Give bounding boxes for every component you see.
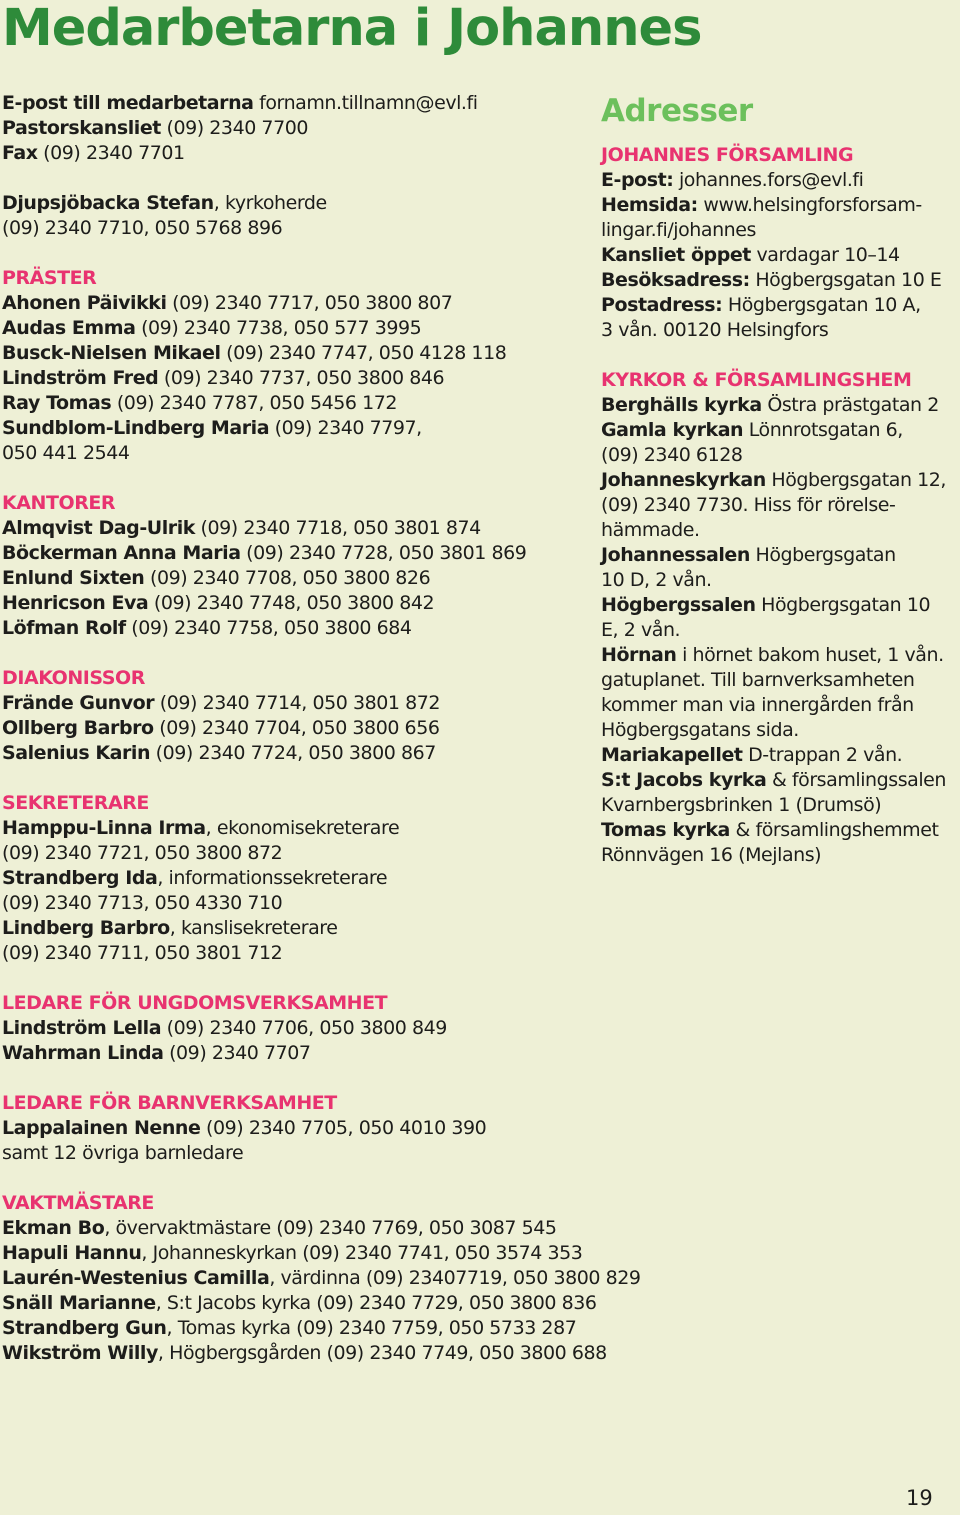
- entry-details: Lönnrotsgatan 6,: [743, 419, 903, 441]
- entry-name: Almqvist Dag-Ulrik: [2, 517, 195, 539]
- address-line: [601, 393, 957, 418]
- entry-name: Lindberg Barbro: [2, 917, 170, 939]
- entry-details: , informationssekreterare: [157, 867, 388, 889]
- entry-details: (09) 2340 7738, 050 577 3995: [135, 317, 422, 339]
- entry-details: , kyrkoherde: [213, 192, 327, 214]
- entry-details: johannes.fors@evl.fi: [673, 169, 864, 191]
- entry-name: Wikström Willy: [2, 1342, 158, 1364]
- entry-details: 050 441 2544: [2, 442, 130, 464]
- staff-entry: [2, 841, 587, 866]
- address-line: [601, 768, 957, 793]
- entry-name: Hemsida:: [601, 194, 698, 216]
- entry-details: i hörnet bakom huset, 1 vån.: [676, 644, 944, 666]
- page-number: 19: [906, 1486, 933, 1510]
- entry-details: fornamn.tillnamn@evl.fi: [253, 92, 478, 114]
- entry-details: , övervaktmästare (09) 2340 7769, 050 3087 545: [104, 1217, 557, 1239]
- staff-entry: [2, 191, 587, 216]
- entry-details: (09) 2340 7701: [37, 142, 185, 164]
- section-heading-vaktmastare: VAKTMÄSTARE: [2, 1192, 154, 1214]
- entry-details: Högbergsgatan 10 A,: [722, 294, 921, 316]
- staff-entry: [2, 616, 587, 641]
- staff-entry: [2, 691, 587, 716]
- entry-details: 3 vån. 00120 Helsingfors: [601, 319, 829, 341]
- addresses-title: Adresser: [601, 93, 753, 129]
- staff-entry: [2, 316, 587, 341]
- entry-details: Högbergsgatan: [749, 544, 896, 566]
- spacer: [2, 1066, 587, 1091]
- entry-name: Strandberg Gun: [2, 1317, 167, 1339]
- entry-name: Audas Emma: [2, 317, 136, 339]
- address-line: [601, 818, 957, 843]
- entry-details: www.helsingforsforsam-: [697, 194, 922, 216]
- staff-entry: [2, 1266, 641, 1291]
- spacer: [2, 966, 587, 991]
- section-heading-diakonissor: DIAKONISSOR: [2, 667, 145, 689]
- staff-entry: [2, 891, 587, 916]
- entry-details: (09) 2340 7730. Hiss för rörelse-: [601, 494, 896, 516]
- entry-details: (09) 2340 7706, 050 3800 849: [161, 1017, 447, 1039]
- entry-name: Fax: [2, 142, 38, 164]
- entry-details: lingar.fi/johannes: [601, 219, 756, 241]
- entry-details: kommer man via innergården från: [601, 694, 914, 716]
- entry-name: Löfman Rolf: [2, 617, 126, 639]
- entry-details: , ekonomisekreterare: [205, 817, 400, 839]
- section-heading-sekreterare: SEKRETERARE: [2, 792, 149, 814]
- address-line: [601, 318, 957, 343]
- staff-entry: [2, 1316, 587, 1341]
- staff-entry: [2, 916, 587, 941]
- entry-details: (09) 2340 7721, 050 3800 872: [2, 842, 283, 864]
- entry-name: Djupsjöbacka Stefan: [2, 192, 214, 214]
- entry-details: (09) 2340 7787, 050 5456 172: [111, 392, 398, 414]
- entry-name: Laurén-Westenius Camilla: [2, 1267, 270, 1289]
- staff-entry: [2, 291, 587, 316]
- entry-name: Lindström Fred: [2, 367, 159, 389]
- staff-entry: [2, 416, 587, 441]
- entry-name: Hamppu-Linna Irma: [2, 817, 206, 839]
- staff-entry: [2, 1116, 587, 1141]
- entry-name: Hapuli Hannu: [2, 1242, 142, 1264]
- entry-name: Böckerman Anna Maria: [2, 542, 241, 564]
- entry-details: (09) 2340 7724, 050 3800 867: [150, 742, 436, 764]
- address-line: [601, 718, 957, 743]
- entry-details: , S:t Jacobs kyrka (09) 2340 7729, 050 3800 836: [155, 1292, 597, 1314]
- entry-details: Högbergsgatan 10 E: [749, 269, 942, 291]
- address-line: [601, 268, 957, 293]
- address-line: [601, 443, 957, 468]
- spacer: [601, 343, 957, 368]
- entry-details: Högbergsgatan 12,: [765, 469, 946, 491]
- entry-name: Ahonen Päivikki: [2, 292, 167, 314]
- spacer: [2, 766, 587, 791]
- entry-name: Besöksadress:: [601, 269, 750, 291]
- entry-details: , Tomas kyrka (09) 2340 7759, 050 5733 287: [166, 1317, 577, 1339]
- address-line: [601, 468, 957, 493]
- entry-details: (09) 2340 7717, 050 3800 807: [166, 292, 453, 314]
- entry-details: (09) 2340 7737, 050 3800 846: [158, 367, 445, 389]
- staff-entry: [2, 1341, 607, 1366]
- entry-details: D-trappan 2 vån.: [742, 744, 903, 766]
- contact-line: [2, 91, 587, 116]
- entry-details: (09) 2340 7718, 050 3801 874: [194, 517, 481, 539]
- staff-entry: [2, 541, 587, 566]
- entry-name: Gamla kyrkan: [601, 419, 744, 441]
- address-line: [601, 293, 957, 318]
- entry-name: Lappalainen Nenne: [2, 1117, 201, 1139]
- address-line: [601, 643, 957, 668]
- staff-entry: [2, 391, 587, 416]
- entry-details: E, 2 vån.: [601, 619, 681, 641]
- entry-name: Lindström Lella: [2, 1017, 162, 1039]
- address-line: [601, 543, 957, 568]
- staff-entry: [2, 1291, 597, 1316]
- entry-name: Busck-Nielsen Mikael: [2, 342, 221, 364]
- entry-details: (09) 2340 7708, 050 3800 826: [144, 567, 431, 589]
- entry-name: S:t Jacobs kyrka: [601, 769, 767, 791]
- entry-details: Kvarnbergsbrinken 1 (Drumsö): [601, 794, 882, 816]
- entry-name: Pastorskansliet: [2, 117, 161, 139]
- entry-name: Ray Tomas: [2, 392, 112, 414]
- entry-name: Johannessalen: [601, 544, 750, 566]
- staff-entry: [2, 741, 587, 766]
- staff-entry: [2, 341, 587, 366]
- staff-entry: [2, 366, 587, 391]
- entry-details: gatuplanet. Till barnverksamheten: [601, 669, 915, 691]
- address-line: [601, 593, 957, 618]
- entry-details: (09) 2340 7748, 050 3800 842: [148, 592, 435, 614]
- entry-details: (09) 2340 6128: [601, 444, 743, 466]
- entry-name: Mariakapellet: [601, 744, 743, 766]
- entry-name: Sundblom-Lindberg Maria: [2, 417, 270, 439]
- address-line: [601, 618, 957, 643]
- entry-name: Johanneskyrkan: [601, 469, 766, 491]
- entry-name: Hörnan: [601, 644, 677, 666]
- staff-entry: [2, 1141, 587, 1166]
- entry-details: (09) 2340 7714, 050 3801 872: [154, 692, 441, 714]
- page-title: Medarbetarna i Johannes: [2, 0, 702, 58]
- staff-entry: [2, 591, 587, 616]
- staff-entry: [2, 1041, 587, 1066]
- spacer: [2, 166, 587, 191]
- spacer: [2, 241, 587, 266]
- section-heading-ledare-for-barnverksamhet: LEDARE FÖR BARNVERKSAMHET: [2, 1092, 337, 1114]
- address-line: [601, 193, 957, 218]
- entry-name: Frände Gunvor: [2, 692, 155, 714]
- staff-entry: [2, 1241, 587, 1266]
- entry-details: , Högbergsgården (09) 2340 7749, 050 3800 688: [157, 1342, 607, 1364]
- entry-name: Högbergssalen: [601, 594, 756, 616]
- address-line: [601, 243, 957, 268]
- entry-name: Postadress:: [601, 294, 723, 316]
- entry-details: vardagar 10–14: [750, 244, 900, 266]
- section-heading-kyrkor-forsamlingshem: KYRKOR & FÖRSAMLINGSHEM: [601, 369, 912, 391]
- address-line: [601, 168, 957, 193]
- address-line: [601, 418, 957, 443]
- entry-details: & församlingssalen: [766, 769, 946, 791]
- staff-entry: [2, 941, 587, 966]
- entry-details: (09) 2340 7707: [163, 1042, 311, 1064]
- entry-details: (09) 2340 7711, 050 3801 712: [2, 942, 283, 964]
- staff-entry: [2, 516, 587, 541]
- staff-entry: [2, 1216, 587, 1241]
- address-line: [601, 843, 957, 868]
- entry-details: 10 D, 2 vån.: [601, 569, 712, 591]
- entry-details: Högbergsgatans sida.: [601, 719, 799, 741]
- address-line: [601, 693, 957, 718]
- address-line: [601, 493, 957, 518]
- staff-entry: [2, 216, 587, 241]
- entry-name: Ollberg Barbro: [2, 717, 154, 739]
- entry-details: Rönnvägen 16 (Mejlans): [601, 844, 822, 866]
- entry-name: Strandberg Ida: [2, 867, 158, 889]
- entry-details: hämmade.: [601, 519, 700, 541]
- entry-details: & församlingshemmet: [729, 819, 939, 841]
- spacer: [2, 1166, 587, 1191]
- entry-details: (09) 2340 7713, 050 4330 710: [2, 892, 283, 914]
- entry-details: , värdinna (09) 23407719, 050 3800 829: [269, 1267, 641, 1289]
- entry-name: Henricson Eva: [2, 592, 149, 614]
- staff-entry: [2, 1016, 587, 1041]
- section-heading-ledare-for-ungdomsverksamhet: LEDARE FÖR UNGDOMSVERKSAMHET: [2, 992, 388, 1014]
- entry-details: , Johanneskyrkan (09) 2340 7741, 050 3574 353: [141, 1242, 583, 1264]
- addresses-column: [601, 91, 957, 868]
- entry-details: (09) 2340 7700: [160, 117, 308, 139]
- entry-name: Kansliet öppet: [601, 244, 751, 266]
- addresses-sections: [601, 143, 957, 868]
- entry-details: samt 12 övriga barnledare: [2, 1142, 244, 1164]
- contact-line: [2, 141, 587, 166]
- entry-details: (09) 2340 7710, 050 5768 896: [2, 217, 283, 239]
- entry-details: (09) 2340 7728, 050 3801 869: [240, 542, 527, 564]
- entry-name: Berghälls kyrka: [601, 394, 762, 416]
- entry-details: Östra prästgatan 2: [761, 394, 939, 416]
- address-line: [601, 568, 957, 593]
- entry-name: Tomas kyrka: [601, 819, 730, 841]
- section-heading-kantorer: KANTORER: [2, 492, 116, 514]
- address-line: [601, 218, 957, 243]
- entry-details: (09) 2340 7797,: [269, 417, 422, 439]
- entry-details: (09) 2340 7705, 050 4010 390: [200, 1117, 487, 1139]
- entry-details: (09) 2340 7704, 050 3800 656: [153, 717, 440, 739]
- address-line: [601, 743, 957, 768]
- entry-name: E-post:: [601, 169, 674, 191]
- section-heading-praster: PRÄSTER: [2, 267, 97, 289]
- spacer: [2, 641, 587, 666]
- entry-name: Wahrman Linda: [2, 1042, 164, 1064]
- address-line: [601, 518, 957, 543]
- entry-name: Ekman Bo: [2, 1217, 105, 1239]
- staff-entry: [2, 716, 587, 741]
- entry-details: (09) 2340 7758, 050 3800 684: [125, 617, 412, 639]
- entry-details: (09) 2340 7747, 050 4128 118: [220, 342, 507, 364]
- entry-details: Högbergsgatan 10: [755, 594, 931, 616]
- staff-entry: [2, 816, 587, 841]
- address-line: [601, 793, 957, 818]
- entry-name: E-post till medarbetarna: [2, 92, 254, 114]
- contact-line: [2, 116, 587, 141]
- entry-name: Snäll Marianne: [2, 1292, 156, 1314]
- staff-entry: [2, 566, 587, 591]
- entry-details: , kanslisekreterare: [169, 917, 338, 939]
- staff-entry: [2, 441, 587, 466]
- staff-entry: [2, 866, 587, 891]
- entry-name: Salenius Karin: [2, 742, 151, 764]
- spacer: [2, 466, 587, 491]
- address-line: [601, 668, 957, 693]
- section-heading-johannes-forsamling: JOHANNES FÖRSAMLING: [601, 144, 854, 166]
- entry-name: Enlund Sixten: [2, 567, 145, 589]
